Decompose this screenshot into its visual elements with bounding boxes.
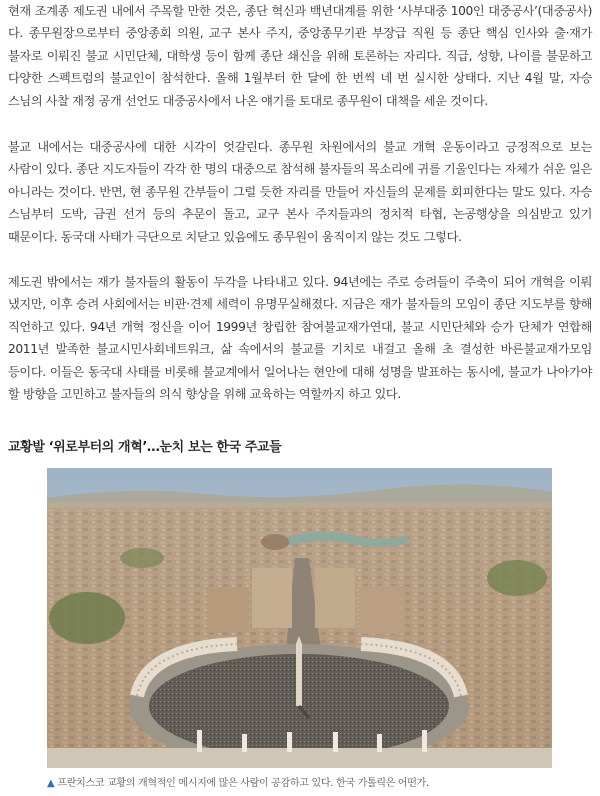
caption-marker-icon: ▲ bbox=[47, 778, 55, 789]
section-heading: 교황발 ‘위로부터의 개혁’…눈치 보는 한국 주교들 bbox=[8, 440, 282, 455]
photo-caption bbox=[47, 774, 552, 789]
caption-text: 프란치스코 교황의 개혁적인 메시지에 많은 사람이 공감하고 있다. 한국 가톨릭은 어떤가. bbox=[57, 778, 429, 789]
aerial-city-illustration bbox=[47, 468, 552, 768]
article-paragraph-3: 제도권 밖에서는 재가 불자들의 활동이 두각을 나타내고 있다. 94년에는 주로 승려들이 주축이 되어 개혁을 이뤄 냈지만, 이후 승려 사회에서는 비판·견제 세력이 유명무실해졌다. 지금은 재가 불자들의 모임이 종단 지도부를 향해 직언하고 있다. 94년 개혁 정신을 이어 1999년 창립한 참여불교재가연대, 불교 시민단체와 승가 단체가 연합해 2011년 발족한 불교시민사회네트워크, 삶 속에서의 불교를 기치로 내걸고 올해 초 결성한 바른불교재가모임 등이다. 이들은 동국대 사태를 비롯해 불교계에서 일어나는 현안에 대해 성명을 발표하는 동시에, 불교가 나아가야 할 방향을 고민하고 불자들의 의식 향상을 위해 교육하는 역할까지 하고 있다. bbox=[8, 275, 592, 402]
st-peters-square-photo bbox=[47, 468, 552, 768]
article-paragraph-2: 불교 내에서는 대중공사에 대한 시각이 엇갈린다. 종무원 차원에서의 불교 개혁 운동이라고 긍정적으로 보는 사람이 있다. 종단 지도자들이 각각 한 명의 대중으로 참석해 불자들의 목소리에 귀를 기울인다는 자체가 쉬운 일은 아니라는 것이다. 반면, 현 종무원 간부들이 그럴 듯한 자리를 만들어 자신들의 문제를 회피한다는 말도 있다. 자승 스님부터 도박, 금권 선거 등의 추문이 돌고, 교구 본사 주지들과의 정치적 타협, 논공행상을 의심받고 있기 때문이다. 동국대 사태가 극단으로 치닫고 있음에도 종무원이 움직이지 않는 것도 그렇다. bbox=[8, 140, 592, 244]
article-paragraph-1: 현재 조계종 제도권 내에서 주목할 만한 것은, 종단 혁신과 백년대계를 위한 ‘사부대중 100인 대중공사’(대중공사)다. 종무원장으로부터 중앙종회 의원, 교구 본사 주지, 중앙종무기관 부장급 직원 등 종단 핵심 인사와 출·재가 불자로 이뤄진 불교 시민단체, 대학생 등이 함께 종단 쇄신을 위해 토론하는 자리다. 직급, 성향, 나이를 불문하고 다양한 스펙트럼의 불교인이 참석한다. 올해 1월부터 한 달에 한 번씩 네 번 실시한 상태다. 지난 4월 말, 자승 스님의 사찰 재정 공개 선언도 대중공사에서 나온 얘기를 토대로 종무원이 대책을 세운 것이다. bbox=[8, 4, 592, 108]
